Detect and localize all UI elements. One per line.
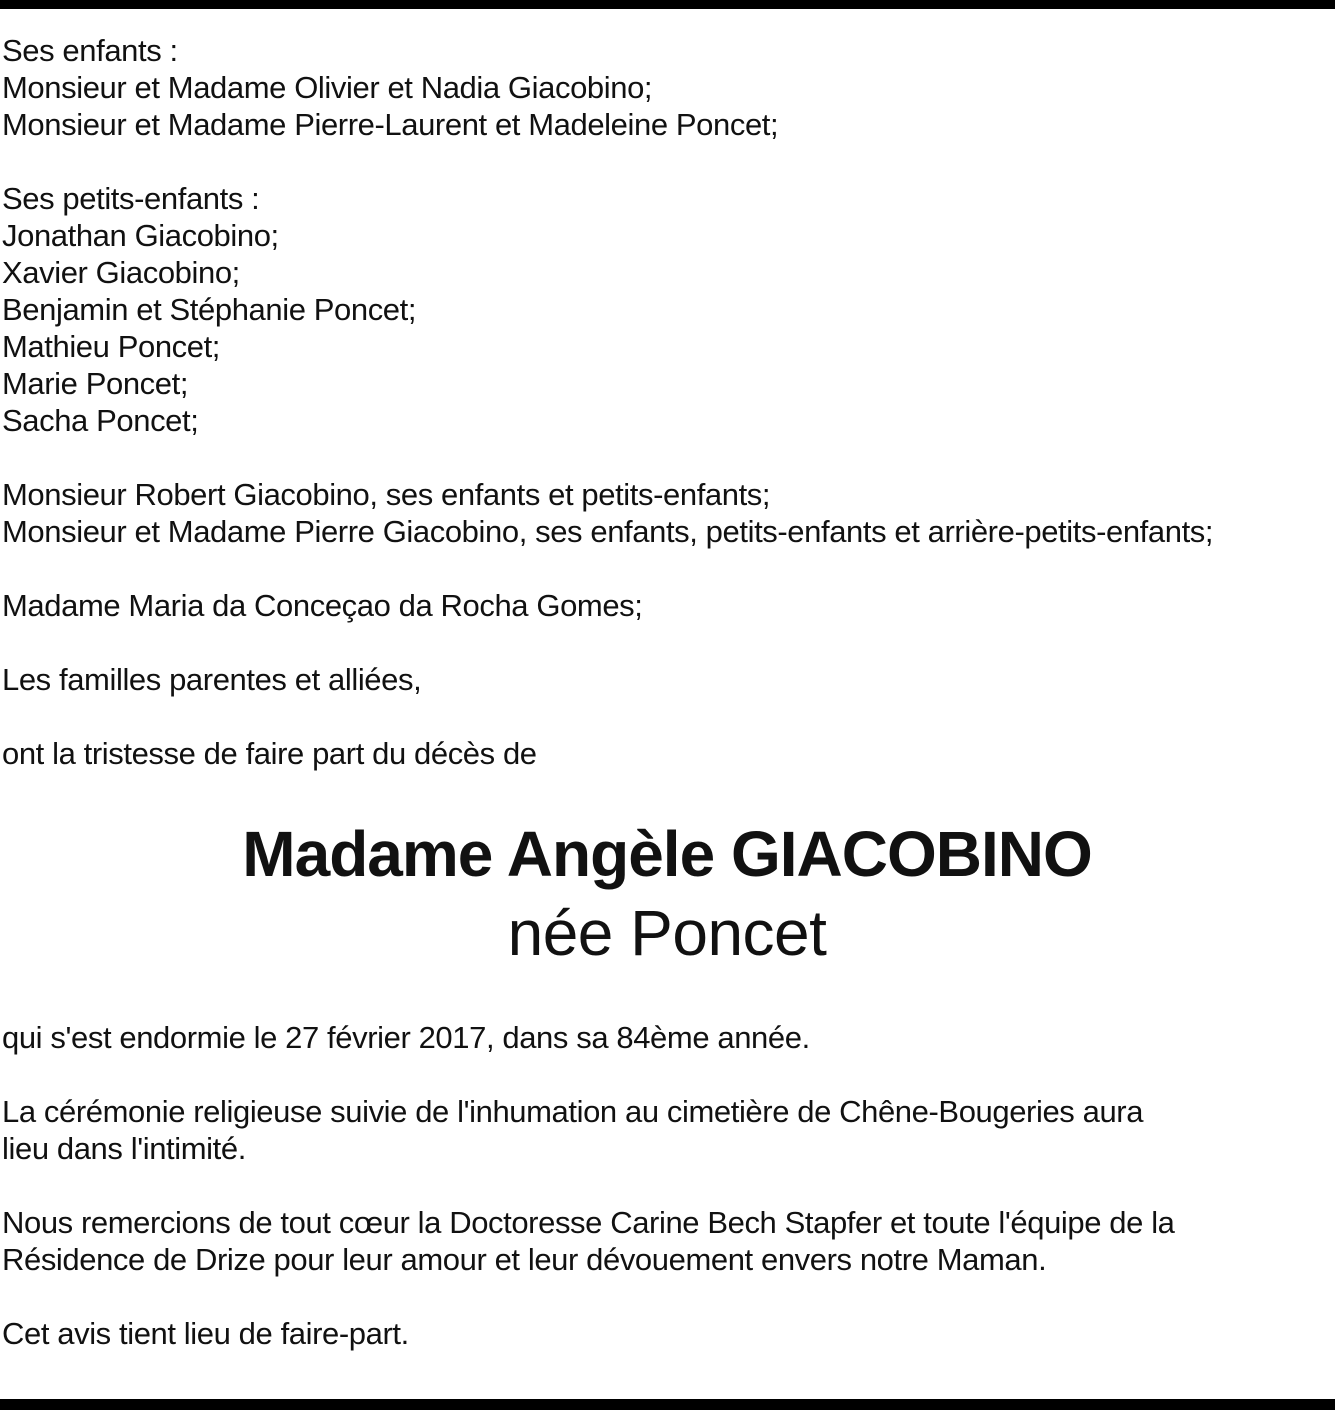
grandchild-line: Benjamin et Stéphanie Poncet; [2,292,417,327]
spacer [2,1278,1332,1315]
relatives-section [2,476,1332,550]
obituary-notice [2,32,1332,1352]
spacer [2,439,1332,476]
children-section [2,32,1332,143]
deceased-name: Madame Angèle GIACOBINO [242,818,1092,890]
grandchildren-heading: Ses petits-enfants : [2,181,260,216]
death-note: qui s'est endormie le 27 février 2017, dans sa 84ème année. [2,1020,810,1055]
families-line: Les familles parentes et alliées, [2,662,422,697]
spacer [2,624,1332,661]
spacer [2,1167,1332,1204]
deceased-maiden-name: née Poncet [507,897,827,969]
thanks-line: Résidence de Drize pour leur amour et leur dévouement envers notre Maman. [2,1242,1047,1277]
top-border-rule [0,0,1335,9]
relative-line: Monsieur et Madame Pierre Giacobino, ses enfants, petits-enfants et arrière-petits-enfants; [2,514,1214,549]
bottom-border-rule [0,1399,1335,1410]
spacer [2,550,1332,587]
friend-line: Madame Maria da Conceçao da Rocha Gomes; [2,588,643,623]
thanks-paragraph [2,1204,1332,1278]
child-line: Monsieur et Madame Olivier et Nadia Giacobino; [2,70,653,105]
grandchild-line: Xavier Giacobino; [2,255,240,290]
relative-line: Monsieur Robert Giacobino, ses enfants et petits-enfants; [2,477,771,512]
spacer [2,698,1332,735]
ceremony-line: La cérémonie religieuse suivie de l'inhumation au cimetière de Chêne-Bougeries aura [2,1094,1144,1129]
deceased-name-block [2,815,1332,973]
grandchild-line: Mathieu Poncet; [2,329,221,364]
announcement-line: ont la tristesse de faire part du décès de [2,736,537,771]
child-line: Monsieur et Madame Pierre-Laurent et Madeleine Poncet; [2,107,779,142]
spacer [2,143,1332,180]
ceremony-paragraph [2,1093,1332,1167]
grandchildren-section [2,180,1332,439]
grandchild-line: Marie Poncet; [2,366,189,401]
children-heading: Ses enfants : [2,33,178,68]
thanks-line: Nous remercions de tout cœur la Doctoresse Carine Bech Stapfer et toute l'équipe de la [2,1205,1175,1240]
grandchild-line: Sacha Poncet; [2,403,199,438]
closing-line: Cet avis tient lieu de faire-part. [2,1316,409,1351]
spacer [2,1056,1332,1093]
grandchild-line: Jonathan Giacobino; [2,218,279,253]
ceremony-line: lieu dans l'intimité. [2,1131,246,1166]
